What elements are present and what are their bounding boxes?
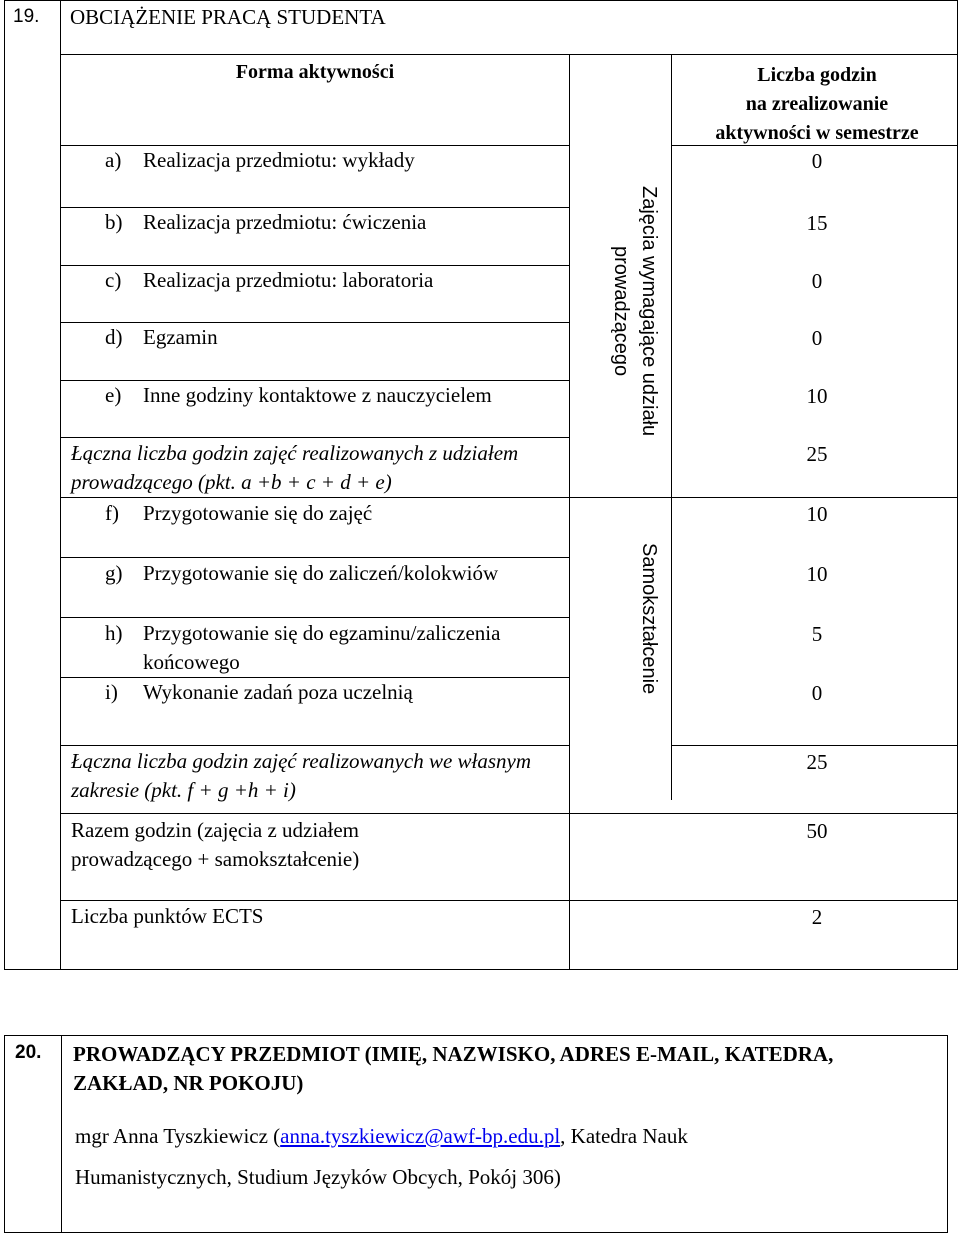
instructor-name: mgr Anna Tyszkiewicz ( (75, 1124, 281, 1148)
row-label: Razem godzin (zajęcia z udziałem prowadzącego + samokształcenie) (71, 818, 360, 871)
row-value: 10 (806, 384, 828, 408)
contact-total-row (71, 439, 551, 497)
row-label: Przygotowanie się do zajęć (143, 501, 373, 525)
divider (60, 437, 569, 438)
section-number: 19. (13, 6, 40, 27)
header-line: aktywności w semestrze (715, 122, 919, 144)
divider (60, 54, 957, 55)
instructor-line-1 (75, 1124, 688, 1149)
row-value: 0 (811, 149, 823, 173)
table-row (105, 323, 218, 352)
workload-section (4, 0, 958, 970)
row-letter: b) (105, 210, 123, 234)
row-label: Łączna liczba godzin zajęć realizowanych we własnym zakresie (pkt. f + g +h + i) (71, 749, 532, 802)
header-line: Liczba godzin (757, 64, 877, 86)
instructor-line-2: Humanistycznych, Studium Języków Obcych, Pokój 306) (75, 1165, 561, 1189)
row-letter: c) (105, 268, 122, 292)
row-label: Egzamin (143, 325, 218, 349)
row-letter: d) (105, 325, 123, 349)
row-value: 15 (806, 211, 828, 235)
table-row (105, 499, 372, 528)
table-row (105, 678, 413, 707)
column-header-activity: Forma aktywności (235, 61, 395, 83)
row-letter: i) (105, 680, 118, 704)
section-title: PROWADZĄCY PRZEDMIOT (IMIĘ, NAZWISKO, ADRES E-MAIL, KATEDRA, ZAKŁAD, NR POKOJU) (73, 1042, 834, 1095)
table-row (105, 266, 433, 295)
row-value: 10 (806, 502, 828, 526)
table-row (105, 381, 492, 410)
row-letter: a) (105, 148, 122, 172)
table-row (105, 619, 565, 677)
section-number-cell (5, 1, 61, 969)
divider (671, 54, 672, 800)
group-label-contact: Zajęcia wymagające udziału prowadzącego (610, 185, 660, 437)
divider (60, 617, 569, 618)
self-study-total-value: 25 (806, 750, 828, 774)
row-label: Realizacja przedmiotu: ćwiczenia (143, 210, 427, 234)
section-number-cell (5, 1036, 62, 1232)
row-letter: g) (105, 561, 123, 585)
header-line: na zrealizowanie (745, 93, 889, 115)
divider (60, 557, 569, 558)
row-value: 5 (811, 622, 823, 646)
instructor-section (4, 1035, 948, 1233)
column-header-hours (675, 61, 959, 148)
row-label: Wykonanie zadań poza uczelnią (143, 680, 413, 704)
section-number: 20. (15, 1042, 42, 1063)
row-label: Przygotowanie się do zaliczeń/kolokwiów (143, 561, 499, 585)
divider (60, 745, 569, 746)
row-letter: e) (105, 383, 122, 407)
self-study-total-row (71, 747, 541, 805)
table-row (105, 146, 415, 175)
contact-total-value: 25 (806, 442, 828, 466)
row-letter: h) (105, 621, 123, 645)
ects-row (71, 902, 263, 931)
row-label: Łączna liczba godzin zajęć realizowanych z udziałem prowadzącego (pkt. a +b + c + d + e) (71, 441, 519, 494)
divider (60, 900, 957, 901)
row-label: Liczba punktów ECTS (71, 904, 264, 928)
sum-total-row (71, 816, 471, 874)
row-label: Inne godziny kontaktowe z nauczycielem (143, 383, 492, 407)
department-text: , Katedra Nauk (560, 1124, 688, 1148)
ects-value: 2 (811, 905, 823, 929)
divider (60, 497, 957, 498)
row-value: 0 (811, 326, 823, 350)
divider (569, 54, 570, 969)
sum-total-value: 50 (806, 819, 828, 843)
row-value: 10 (806, 562, 828, 586)
row-value: 0 (811, 269, 823, 293)
group-label-self-study: Samokształcenie (638, 542, 660, 695)
email-link[interactable]: anna.tyszkiewicz@awf-bp.edu.pl (280, 1124, 561, 1148)
divider (671, 745, 957, 746)
row-label: Realizacja przedmiotu: laboratoria (143, 268, 434, 292)
row-label: Przygotowanie się do egzaminu/zaliczenia końcowego (143, 621, 501, 674)
table-row (105, 208, 426, 237)
row-letter: f) (105, 501, 119, 525)
table-row (105, 559, 498, 588)
row-value: 0 (811, 681, 823, 705)
row-label: Realizacja przedmiotu: wykłady (143, 148, 415, 172)
divider (60, 813, 957, 814)
section-title: OBCIĄŻENIE PRACĄ STUDENTA (70, 5, 386, 29)
